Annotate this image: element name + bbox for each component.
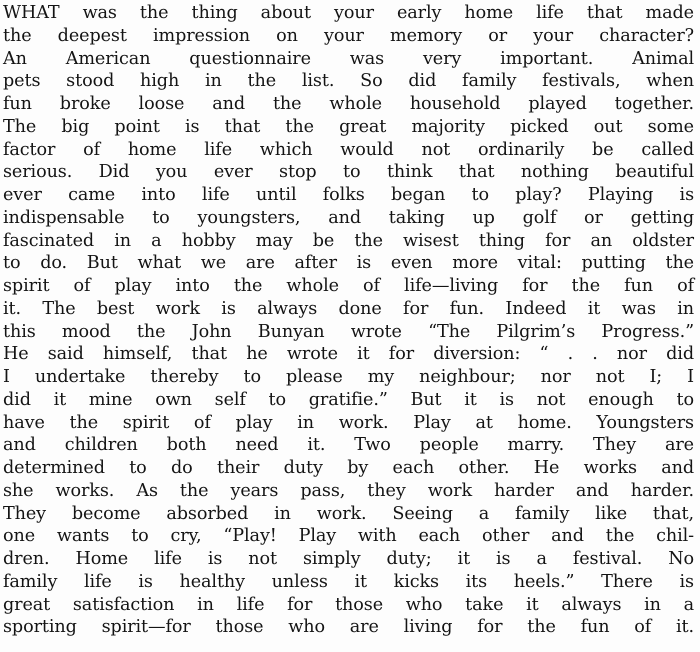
paragraph-line: An American questionnaire was very important. Animal: [3, 48, 694, 69]
paragraph-line: this mood the John Bunyan wrote “The Pilgrim’s Progress.”: [3, 321, 694, 342]
paragraph-line: The big point is that the great majority picked out some: [3, 116, 694, 137]
paragraph-line: one wants to cry, “Play! Play with each other and the chil-: [3, 526, 694, 547]
paragraph-line: serious. Did you ever stop to think that nothing beautiful: [3, 162, 694, 183]
paragraph-line: factor of home life which would not ordinarily be called: [3, 139, 694, 160]
paragraph-line: have the spirit of play in work. Play at home. Youngsters: [3, 412, 694, 433]
paragraph-line: the deepest impression on your memory or your character?: [3, 25, 694, 46]
paragraph-line: WHAT was the thing about your early home life that made: [3, 3, 694, 23]
paragraph-line: sporting spirit—for those who are living for the fun of it.: [3, 617, 694, 638]
paragraph-line: pets stood high in the list. So did family festivals, when: [3, 71, 694, 92]
paragraph-line: determined to do their duty by each other. He works and: [3, 458, 694, 478]
paragraph-line: indispensable to youngsters, and taking up golf or getting: [3, 207, 694, 228]
paragraph-line: fun broke loose and the whole household played together.: [3, 94, 694, 114]
paragraph-line: He said himself, that he wrote it for diversion: “ . . nor did: [3, 344, 694, 365]
article-paragraph: [0, 2, 700, 639]
paragraph-line: and children both need it. Two people marry. They are: [3, 435, 694, 456]
paragraph-line: ever came into life until folks began to play? Playing is: [3, 185, 694, 205]
paragraph-line: spirit of play into the whole of life—living for the fun of: [3, 276, 694, 296]
paragraph-line: They become absorbed in work. Seeing a family like that,: [3, 503, 694, 524]
paragraph-line: dren. Home life is not simply duty; it is a festival. No: [3, 549, 694, 569]
paragraph-line: did it mine own self to gratifie.” But it is not enough to: [3, 389, 694, 410]
paragraph-line: it. The best work is always done for fun. Indeed it was in: [3, 298, 694, 319]
paragraph-line: she works. As the years pass, they work harder and harder.: [3, 480, 694, 501]
paragraph-line: great satisfaction in life for those who take it always in a: [3, 594, 694, 615]
paragraph-line: to do. But what we are after is even more vital: putting the: [3, 253, 694, 274]
paragraph-line: I undertake thereby to please my neighbour; nor not I; I: [3, 367, 694, 387]
paragraph-line: fascinated in a hobby may be the wisest thing for an oldster: [3, 230, 694, 251]
paragraph-line: family life is healthy unless it kicks its heels.” There is: [3, 571, 694, 592]
